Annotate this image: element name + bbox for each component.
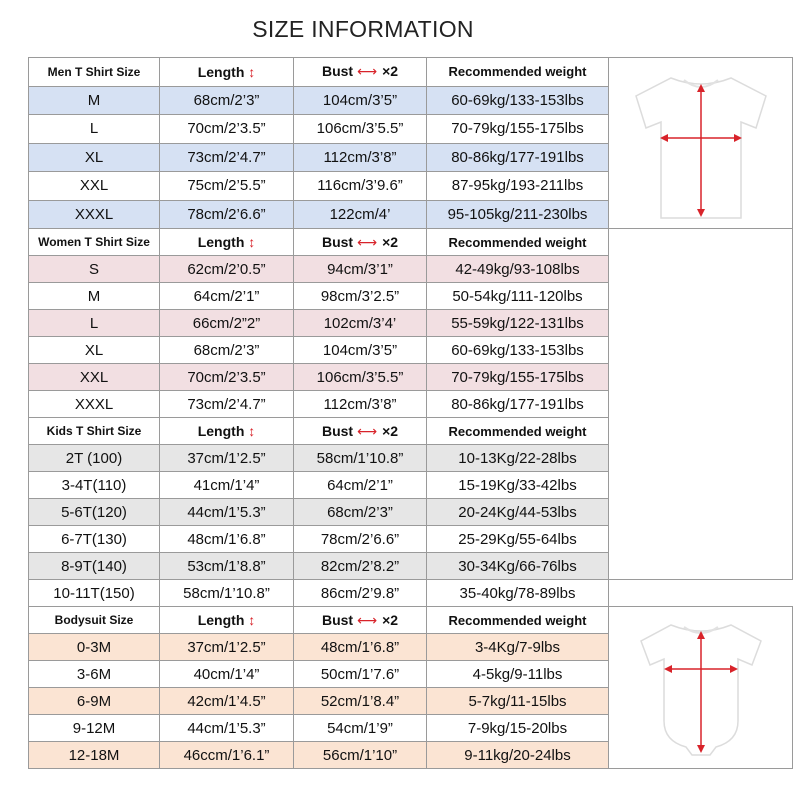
horizontal-arrow-icon: ⟷ xyxy=(356,233,378,250)
size-cell: XXXL xyxy=(29,391,160,418)
weight-cell: 60-69kg/133-153lbs xyxy=(427,86,609,115)
horizontal-arrow-icon: ⟷ xyxy=(356,422,378,439)
vertical-arrow-icon: ↕ xyxy=(248,63,256,80)
size-cell: XXXL xyxy=(29,200,160,229)
size-cell: XXL xyxy=(29,172,160,201)
recommended-weight-header: Recommended weight xyxy=(427,418,609,445)
horizontal-arrow-icon: ⟷ xyxy=(356,611,378,628)
weight-cell: 70-79kg/155-175lbs xyxy=(427,364,609,391)
bust-cell: 48cm/1’6.8” xyxy=(294,634,427,661)
bust-label: Bust xyxy=(321,233,354,250)
size-cell: 8-9T(140) xyxy=(29,553,160,580)
length-cell: 42cm/1’4.5” xyxy=(160,688,294,715)
times-two-label: ×2 xyxy=(382,63,399,80)
bust-cell: 56cm/1’10” xyxy=(294,742,427,769)
bodysuit-image-cell xyxy=(609,607,793,769)
size-cell: 6-7T(130) xyxy=(29,526,160,553)
weight-cell: 7-9kg/15-20lbs xyxy=(427,715,609,742)
weight-cell: 95-105kg/211-230lbs xyxy=(427,200,609,229)
bust-cell: 106cm/3’5.5” xyxy=(294,364,427,391)
section-name: Women T Shirt Size xyxy=(29,229,160,256)
weight-cell: 4-5kg/9-11lbs xyxy=(427,661,609,688)
length-header xyxy=(160,229,294,256)
recommended-weight-header: Recommended weight xyxy=(427,607,609,634)
size-cell: M xyxy=(29,283,160,310)
page-title: SIZE INFORMATION xyxy=(252,16,474,42)
length-label: Length xyxy=(197,63,245,80)
weight-cell: 42-49kg/93-108lbs xyxy=(427,256,609,283)
bust-label: Bust xyxy=(321,63,354,80)
weight-cell: 60-69kg/133-153lbs xyxy=(427,337,609,364)
size-table xyxy=(28,57,793,769)
weight-cell: 10-13Kg/22-28lbs xyxy=(427,445,609,472)
length-label: Length xyxy=(197,234,245,250)
bust-cell: 98cm/3’2.5” xyxy=(294,283,427,310)
length-cell: 40cm/1’4” xyxy=(160,661,294,688)
times-two-label: ×2 xyxy=(382,233,399,250)
tshirt-image-cell xyxy=(609,58,793,229)
size-cell: L xyxy=(29,310,160,337)
size-cell: 3-6M xyxy=(29,661,160,688)
bust-cell: 94cm/3’1” xyxy=(294,256,427,283)
bust-label: Bust xyxy=(321,422,354,439)
bust-cell: 68cm/2’3” xyxy=(294,499,427,526)
bust-header xyxy=(294,418,427,445)
bust-cell: 112cm/3’8” xyxy=(294,391,427,418)
size-cell: 3-4T(110) xyxy=(29,472,160,499)
vertical-arrow-icon: ↕ xyxy=(248,612,256,628)
vertical-arrow-icon: ↕ xyxy=(248,234,256,250)
weight-cell: 70-79kg/155-175lbs xyxy=(427,115,609,144)
length-cell: 44cm/1’5.3” xyxy=(160,715,294,742)
section-name: Men T Shirt Size xyxy=(29,58,160,87)
bust-cell: 104cm/3’5” xyxy=(294,86,427,115)
weight-cell: 35-40kg/78-89lbs xyxy=(427,580,609,607)
weight-cell: 20-24Kg/44-53lbs xyxy=(427,499,609,526)
bust-cell: 112cm/3’8” xyxy=(294,143,427,172)
bust-cell: 122cm/4’ xyxy=(294,200,427,229)
weight-cell: 25-29Kg/55-64lbs xyxy=(427,526,609,553)
recommended-weight-header: Recommended weight xyxy=(427,229,609,256)
length-label: Length xyxy=(197,612,245,628)
length-cell: 48cm/1’6.8” xyxy=(160,526,294,553)
bust-cell: 58cm/1’10.8” xyxy=(294,445,427,472)
length-header xyxy=(160,418,294,445)
bust-header xyxy=(294,229,427,256)
bust-cell: 116cm/3’9.6” xyxy=(294,172,427,201)
section-header-women xyxy=(29,229,793,256)
horizontal-arrow-icon: ⟷ xyxy=(356,63,378,80)
bust-label: Bust xyxy=(321,611,354,628)
length-cell: 41cm/1’4” xyxy=(160,472,294,499)
section-name: Bodysuit Size xyxy=(29,607,160,634)
length-cell: 64cm/2’1” xyxy=(160,283,294,310)
length-cell: 75cm/2’5.5” xyxy=(160,172,294,201)
bust-header xyxy=(294,607,427,634)
bust-cell: 104cm/3’5” xyxy=(294,337,427,364)
weight-cell: 15-19Kg/33-42lbs xyxy=(427,472,609,499)
size-cell: XXL xyxy=(29,364,160,391)
length-label: Length xyxy=(197,423,245,439)
size-cell: 12-18M xyxy=(29,742,160,769)
weight-cell: 5-7kg/11-15lbs xyxy=(427,688,609,715)
bust-cell: 64cm/2’1” xyxy=(294,472,427,499)
length-cell: 73cm/2’4.7” xyxy=(160,143,294,172)
times-two-label: ×2 xyxy=(382,422,399,439)
bust-cell: 78cm/2’6.6” xyxy=(294,526,427,553)
table-row xyxy=(29,580,793,607)
length-cell: 70cm/2’3.5” xyxy=(160,115,294,144)
times-two-label: ×2 xyxy=(382,611,399,628)
weight-cell: 30-34Kg/66-76lbs xyxy=(427,553,609,580)
size-cell: XL xyxy=(29,143,160,172)
bust-cell: 82cm/2’8.2” xyxy=(294,553,427,580)
length-cell: 53cm/1’8.8” xyxy=(160,553,294,580)
bust-cell: 52cm/1’8.4” xyxy=(294,688,427,715)
section-header-men xyxy=(29,58,793,87)
bust-cell: 106cm/3’5.5” xyxy=(294,115,427,144)
section-header-bodysuit xyxy=(29,607,793,634)
size-cell: 6-9M xyxy=(29,688,160,715)
length-cell: 70cm/2’3.5” xyxy=(160,364,294,391)
size-cell: 2T (100) xyxy=(29,445,160,472)
length-cell: 66cm/2”2” xyxy=(160,310,294,337)
bust-cell: 50cm/1’7.6” xyxy=(294,661,427,688)
length-cell: 58cm/1’10.8” xyxy=(160,580,294,607)
length-cell: 46ccm/1’6.1” xyxy=(160,742,294,769)
length-cell: 37cm/1’2.5” xyxy=(160,445,294,472)
size-cell: M xyxy=(29,86,160,115)
length-cell: 44cm/1’5.3” xyxy=(160,499,294,526)
empty-image-cell xyxy=(609,229,793,580)
size-cell: 5-6T(120) xyxy=(29,499,160,526)
bust-cell: 102cm/3’4’ xyxy=(294,310,427,337)
size-cell: 0-3M xyxy=(29,634,160,661)
bust-header xyxy=(294,58,427,87)
tshirt-icon xyxy=(616,58,786,228)
weight-cell: 9-11kg/20-24lbs xyxy=(427,742,609,769)
size-cell: 10-11T(150) xyxy=(29,580,160,607)
weight-cell: 80-86kg/177-191lbs xyxy=(427,143,609,172)
weight-cell: 50-54kg/111-120lbs xyxy=(427,283,609,310)
section-name: Kids T Shirt Size xyxy=(29,418,160,445)
size-cell: 9-12M xyxy=(29,715,160,742)
weight-cell: 87-95kg/193-211lbs xyxy=(427,172,609,201)
size-cell: XL xyxy=(29,337,160,364)
size-cell: L xyxy=(29,115,160,144)
length-cell: 68cm/2’3” xyxy=(160,86,294,115)
size-cell: S xyxy=(29,256,160,283)
bodysuit-icon xyxy=(626,613,776,763)
length-header xyxy=(160,58,294,87)
length-header xyxy=(160,607,294,634)
length-cell: 78cm/2’6.6” xyxy=(160,200,294,229)
weight-cell: 80-86kg/177-191lbs xyxy=(427,391,609,418)
vertical-arrow-icon: ↕ xyxy=(248,423,256,439)
length-cell: 68cm/2’3” xyxy=(160,337,294,364)
length-cell: 37cm/1’2.5” xyxy=(160,634,294,661)
bust-cell: 86cm/2’9.8” xyxy=(294,580,427,607)
weight-cell: 3-4Kg/7-9lbs xyxy=(427,634,609,661)
bust-cell: 54cm/1’9” xyxy=(294,715,427,742)
weight-cell: 55-59kg/122-131lbs xyxy=(427,310,609,337)
recommended-weight-header: Recommended weight xyxy=(427,58,609,87)
length-cell: 62cm/2’0.5” xyxy=(160,256,294,283)
length-cell: 73cm/2’4.7” xyxy=(160,391,294,418)
